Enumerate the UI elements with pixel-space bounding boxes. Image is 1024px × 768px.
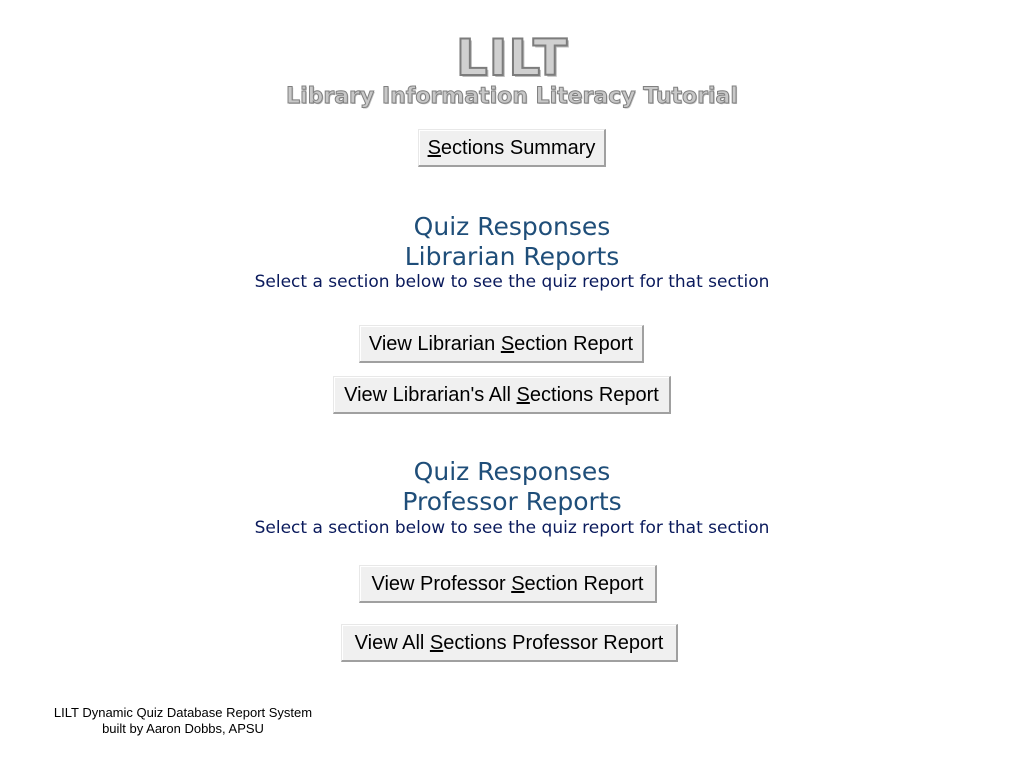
librarian-heading-reports: Librarian Reports — [404, 242, 620, 271]
footer-system-name: LILT Dynamic Quiz Database Report System — [53, 705, 313, 720]
sections-summary-button[interactable]: Sections Summary — [418, 129, 606, 167]
professor-heading-reports: Professor Reports — [402, 487, 622, 516]
footer-credit: built by Aaron Dobbs, APSU — [102, 721, 264, 736]
logo-subtitle: Library Information Literacy Tutorial — [286, 84, 738, 109]
view-professor-section-report-button[interactable]: View Professor Section Report — [359, 565, 657, 603]
view-librarian-section-report-button[interactable]: View Librarian Section Report — [359, 325, 644, 363]
professor-hint: Select a section below to see the quiz report for that section — [254, 518, 770, 538]
logo-title: LILT — [455, 29, 569, 87]
librarian-hint: Select a section below to see the quiz report for that section — [254, 272, 770, 292]
view-all-sections-professor-report-button[interactable]: View All Sections Professor Report — [341, 624, 678, 662]
librarian-heading-quiz-responses: Quiz Responses — [413, 212, 611, 241]
professor-heading-quiz-responses: Quiz Responses — [413, 457, 611, 486]
view-librarian-all-sections-report-button[interactable]: View Librarian's All Sections Report — [333, 376, 671, 414]
